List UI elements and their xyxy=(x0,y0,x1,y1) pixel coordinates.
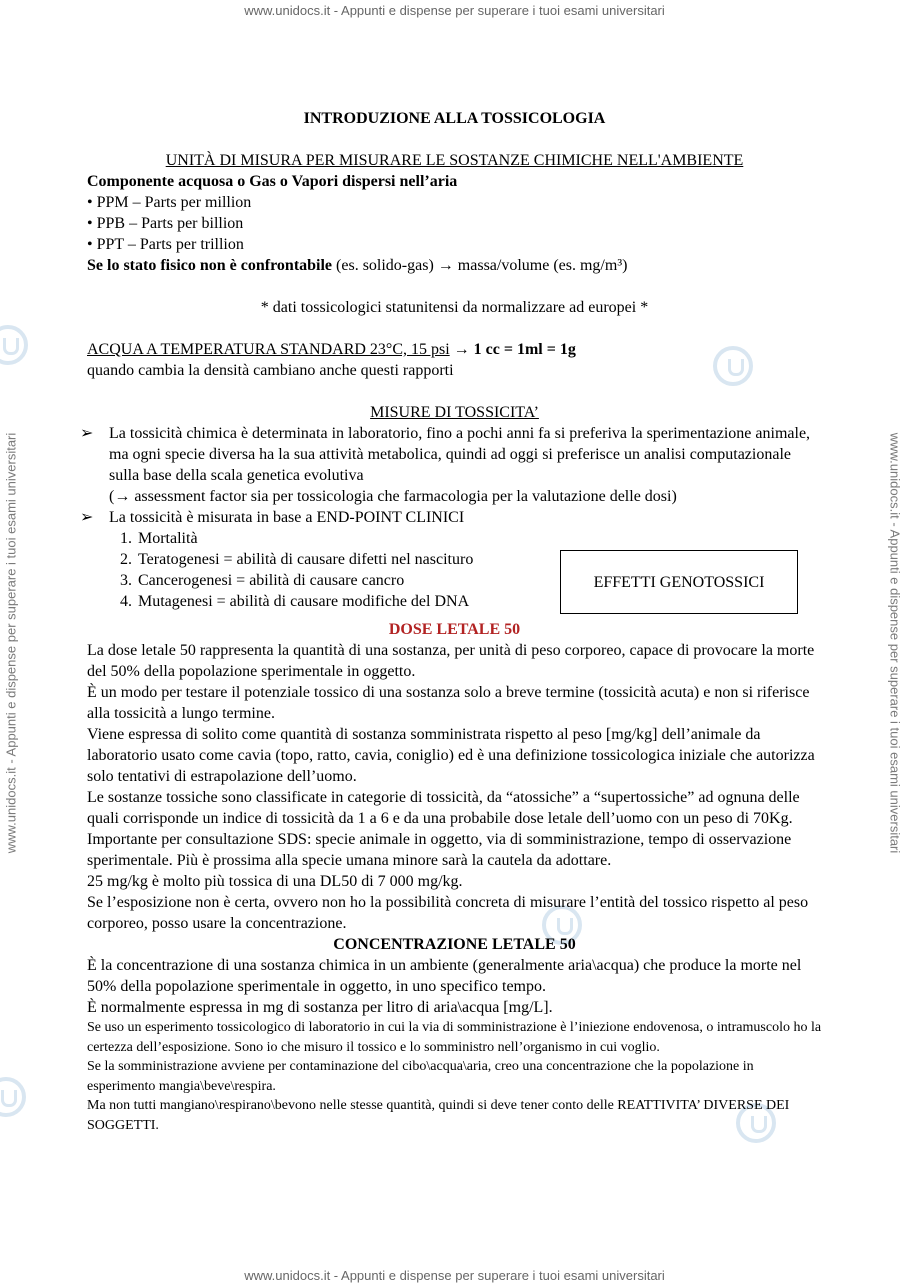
document-body xyxy=(80,108,822,1135)
dl50-paragraph: 25 mg/kg è molto più tossica di una DL50 di 7 000 mg/kg. xyxy=(87,873,463,890)
toxicity-bullet-paren: (→ assessment factor sia per tossicologia che farmacologia per la valutazione delle dosi) xyxy=(109,488,677,505)
units-item-ppb: • PPB – Parts per billion xyxy=(87,215,244,232)
toxicity-section xyxy=(80,402,822,612)
units-state-rest: (es. solido-gas) → massa/volume (es. mg/m³) xyxy=(332,257,628,274)
list-item: 1. Mortalità xyxy=(136,528,822,549)
cl50-heading: CONCENTRAZIONE LETALE 50 xyxy=(333,936,576,953)
units-item-ppm: • PPM – Parts per million xyxy=(87,194,252,211)
watermark-header: www.unidocs.it - Appunti e dispense per superare i tuoi esami universitari xyxy=(244,3,665,18)
water-label: ACQUA A TEMPERATURA STANDARD 23°C, 15 psi xyxy=(87,341,450,358)
unidocs-logo-icon xyxy=(0,1077,26,1117)
toxicity-bullet-text: La tossicità chimica è determinata in laboratorio, fino a pochi anni fa si preferiva la sperimentazione animale, ma ogni specie diversa ha la sua attività metabolica, quindi ad oggi si preferisce un analisi computazionale sulla base della scala genetica evolutiva xyxy=(109,425,811,484)
dl50-heading: DOSE LETALE 50 xyxy=(388,621,521,638)
units-heading: UNITÀ DI MISURA PER MISURARE LE SOSTANZE CHIMICHE NELL'AMBIENTE xyxy=(165,152,744,169)
water-equivalence: 1 cc = 1ml = 1g xyxy=(473,341,576,358)
list-item: 2. Teratogenesi = abilità di causare difetti nel nascituro xyxy=(136,549,822,570)
water-line xyxy=(87,339,822,360)
watermark-right: www.unidocs.it - Appunti e dispense per superare i tuoi esami universitari xyxy=(887,432,903,854)
arrow-icon: → xyxy=(449,341,474,358)
cl50-section xyxy=(87,934,822,1135)
document-title: INTRODUZIONE ALLA TOSSICOLOGIA xyxy=(303,110,606,127)
watermark-left: www.unidocs.it - Appunti e dispense per superare i tuoi esami universitari xyxy=(3,432,19,854)
endpoint-bullet-text: La tossicità è misurata in base a END-POINT CLINICI xyxy=(109,509,465,526)
dl50-paragraph: Viene espressa di solito come quantità di sostanza somministrata rispetto al peso [mg/kg] dell’animale da laboratorio usato come cavia (topo, ratto, cavia, coniglio) ed è una definizione tossicologica iniziale che autorizza solo tentativi di estrapolazione dell’uomo. xyxy=(87,726,815,785)
cl50-paragraph: È la concentrazione di una sostanza chimica in un ambiente (generalmente aria\acqua) che produce la morte nel 50% della popolazione sperimentale in oggetto, in uno specifico tempo. xyxy=(87,957,802,995)
arrowhead-bullet-icon: ➢ xyxy=(80,509,94,526)
units-section xyxy=(87,150,822,318)
water-section xyxy=(87,339,822,381)
dl50-paragraph: Importante per consultazione SDS: specie animale in oggetto, via di somministrazione, tempo di osservazione sperimentale. Più è prossima alla specie umana minore sarà la cautela da adottare. xyxy=(87,831,792,869)
unidocs-logo-icon xyxy=(0,325,28,365)
arrowhead-bullet-icon: ➢ xyxy=(80,425,94,442)
dl50-paragraph: La dose letale 50 rappresenta la quantità di una sostanza, per unità di peso corporeo, capace di provocare la morte del 50% della popolazione sperimentale in oggetto. xyxy=(87,642,815,680)
water-note: quando cambia la densità cambiano anche questi rapporti xyxy=(87,362,454,379)
units-physical-state xyxy=(87,255,822,276)
units-note: * dati tossicologici statunitensi da normalizzare ad europei * xyxy=(260,299,649,316)
toxicity-bullet xyxy=(80,423,822,507)
units-item-ppt: • PPT – Parts per trillion xyxy=(87,236,244,253)
list-item: 3. Cancerogenesi = abilità di causare cancro xyxy=(136,570,822,591)
cl50-small-paragraph: Se la somministrazione avviene per contaminazione del cibo\acqua\aria, creo una concentrazione che la popolazione in esperimento mangia\beve\respira. xyxy=(87,1059,754,1094)
watermark-footer: www.unidocs.it - Appunti e dispense per superare i tuoi esami universitari xyxy=(244,1268,665,1283)
units-subheading: Componente acquosa o Gas o Vapori dispersi nell’aria xyxy=(87,173,458,190)
toxicity-heading: MISURE DI TOSSICITA’ xyxy=(370,404,539,421)
dl50-paragraph: Se l’esposizione non è certa, ovvero non ho la possibilità concreta di misurare l’entità del tossico rispetto al peso corporeo, posso usare la concentrazione. xyxy=(87,894,809,932)
list-item: 4. Mutagenesi = abilità di causare modifiche del DNA xyxy=(136,591,822,612)
genotoxic-effects-box: EFFETTI GENOTOSSICI xyxy=(560,550,798,614)
units-state-bold: Se lo stato fisico non è confrontabile xyxy=(87,257,333,274)
dl50-paragraph: Le sostanze tossiche sono classificate in categorie di tossicità, da “atossiche” a “supertossiche” ad ognuna delle quali corrisponde un indice di tossicità da 1 a 6 e da una probabile dose letale dell’uomo con un peso di 70Kg. xyxy=(87,789,800,827)
cl50-small-paragraph: Ma non tutti mangiano\respirano\bevono nelle stesse quantità, quindi si deve tener conto delle REATTIVITA’ DIVERSE DEI SOGGETTI. xyxy=(87,1098,790,1133)
cl50-small-paragraph: Se uso un esperimento tossicologico di laboratorio in cui la via di somministrazione è l’iniezione endovenosa, o intramuscolo ho la certezza dell’esposizione. Sono io che misuro il tossico e lo somministro nell’organismo in cui voglio. xyxy=(87,1020,822,1055)
endpoint-bullet xyxy=(80,507,822,528)
cl50-paragraph: È normalmente espressa in mg di sostanza per litro di aria\acqua [mg/L]. xyxy=(87,999,553,1016)
dl50-section xyxy=(87,619,822,934)
dl50-paragraph: È un modo per testare il potenziale tossico di una sostanza solo a breve termine (tossicità acuta) e non si riferisce alla tossicità a lungo termine. xyxy=(87,684,810,722)
